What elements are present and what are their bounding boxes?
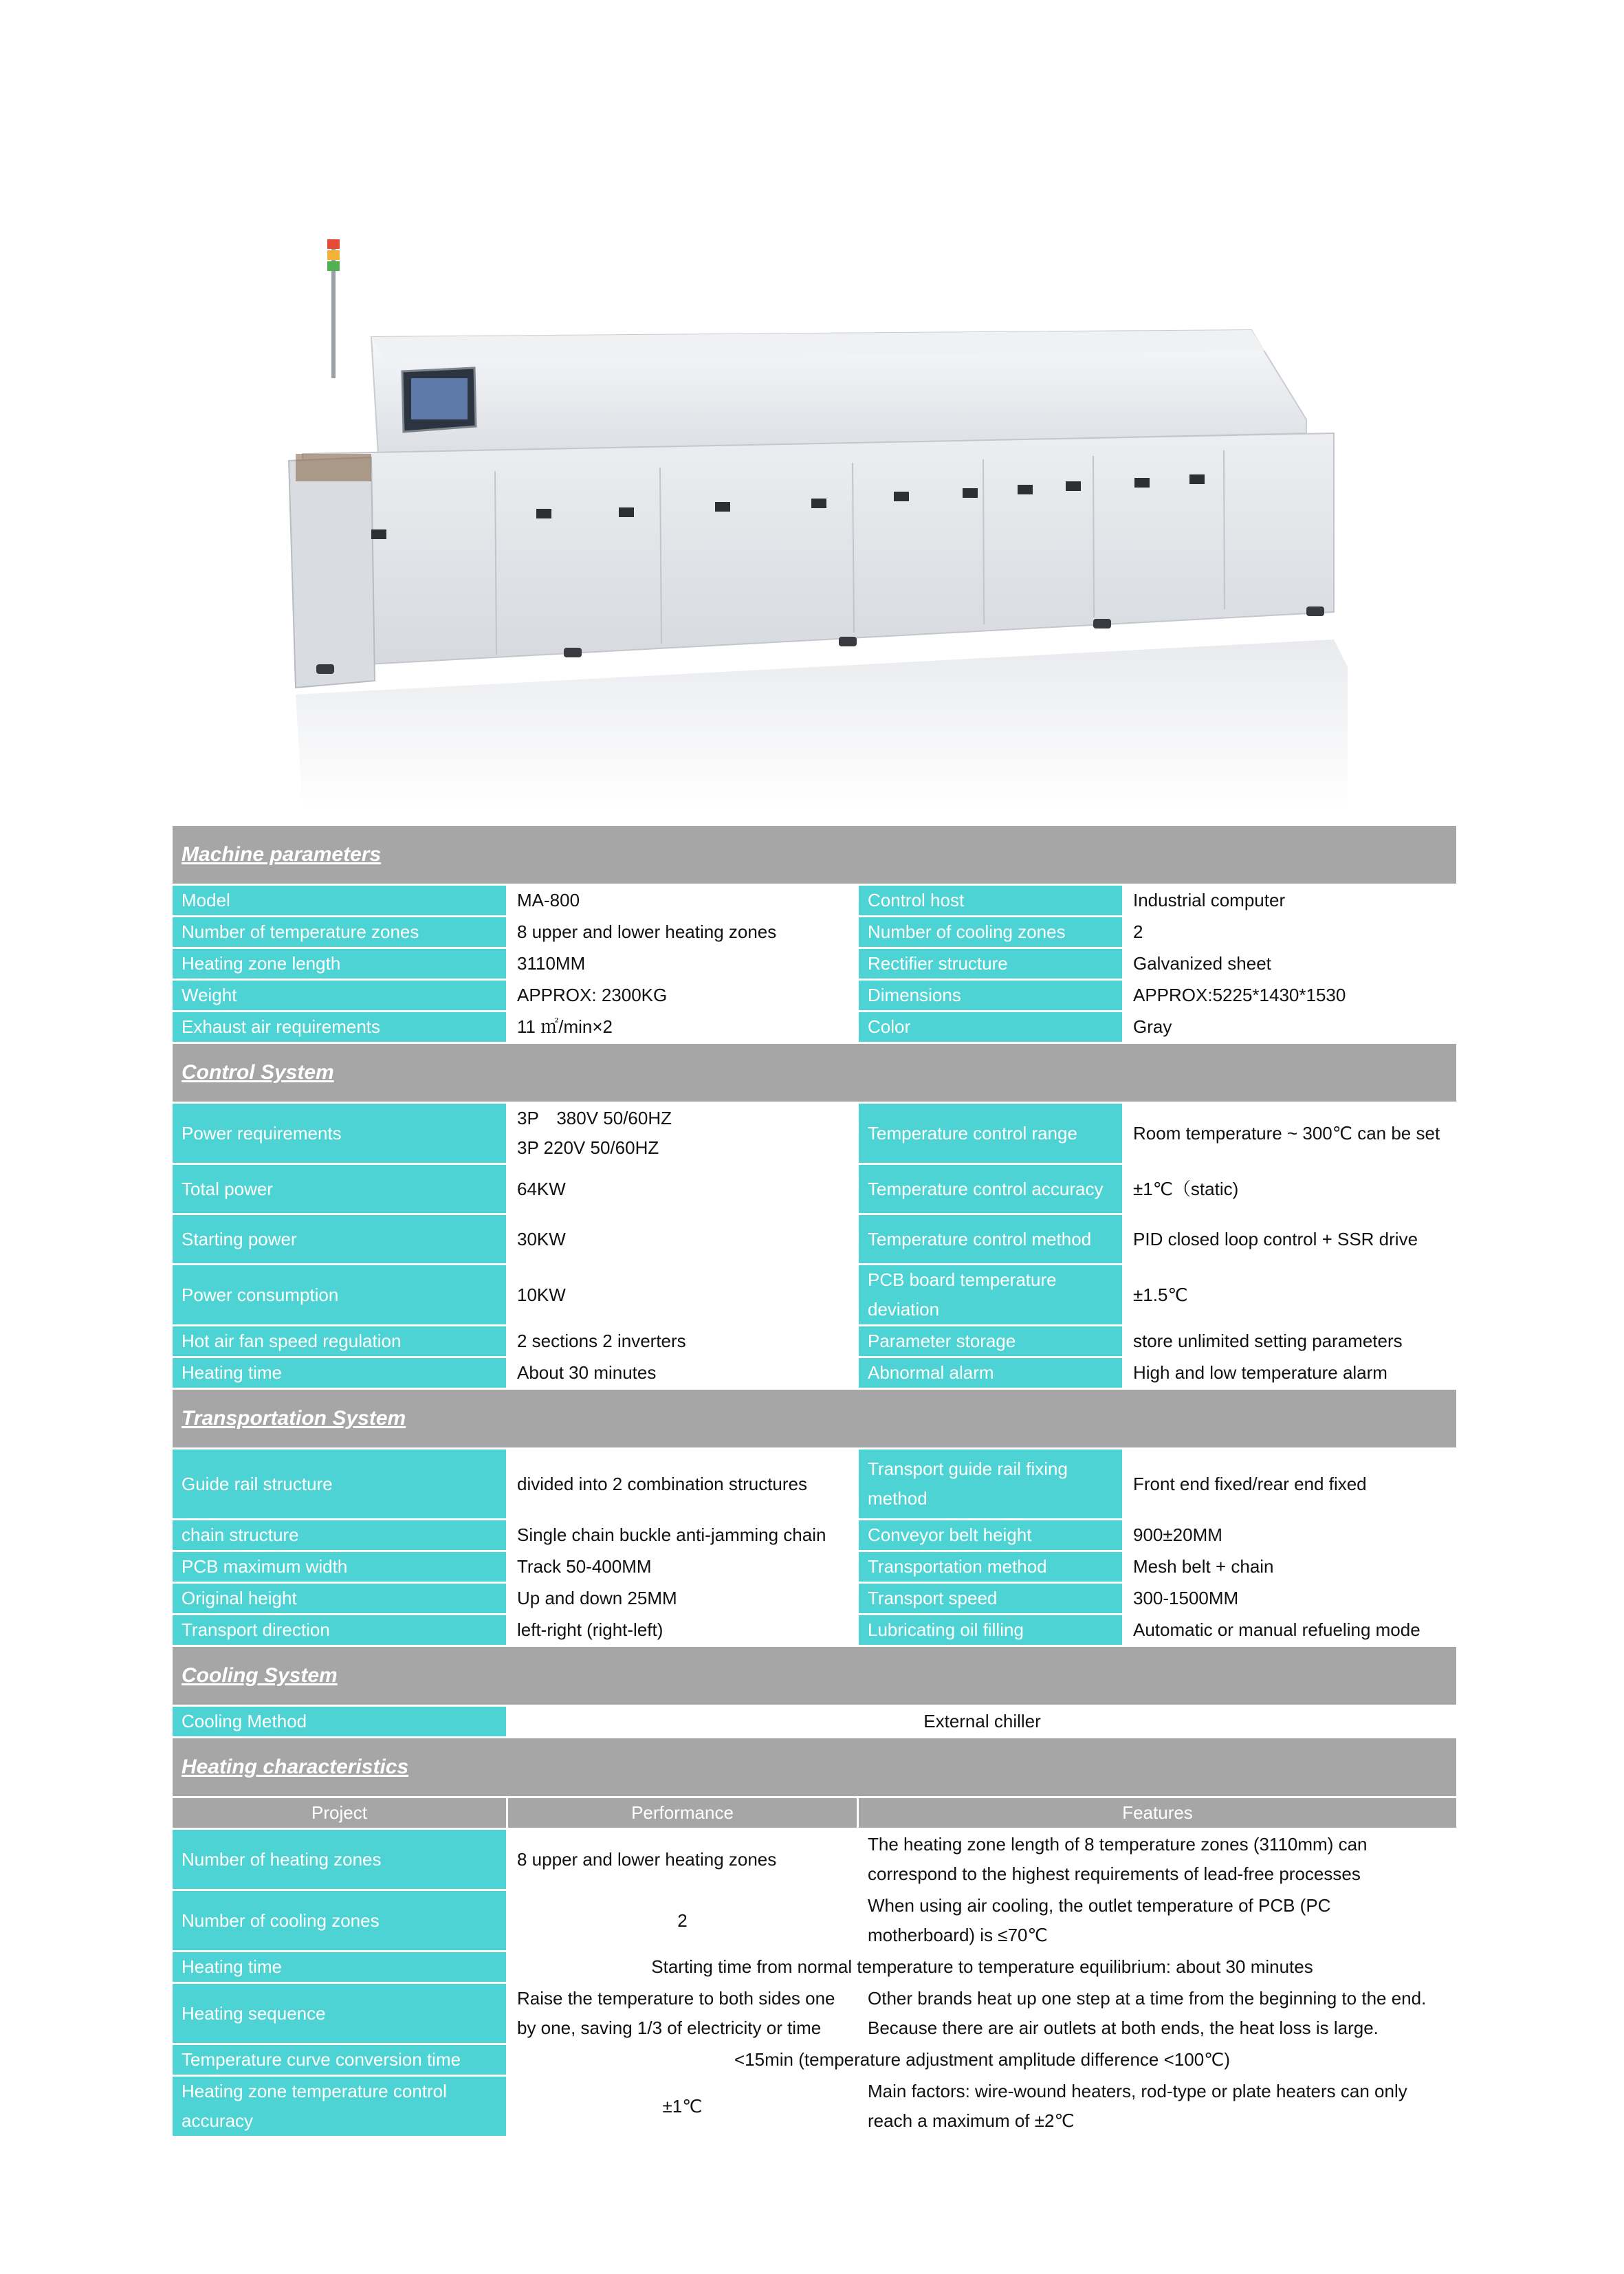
- param-label: [858, 1265, 1123, 1326]
- table-row: [172, 2076, 1458, 2137]
- feature-line: correspond to the highest requirements of lead-free processes: [868, 1863, 1361, 1884]
- param-value: left-right (right-left): [507, 1615, 858, 1646]
- label-line: Transport guide rail fixing: [868, 1458, 1068, 1479]
- param-label: Heating time: [172, 1952, 507, 1983]
- label-line: Heating zone temperature control: [182, 2081, 447, 2101]
- param-value: 3110MM: [507, 948, 858, 980]
- table-row: [172, 917, 1458, 948]
- table-row: [172, 1164, 1458, 1214]
- param-value: ±1℃: [507, 2076, 858, 2137]
- reflow-oven-image: [275, 227, 1403, 811]
- param-value: Up and down 25MM: [507, 1583, 858, 1615]
- param-label: chain structure: [172, 1520, 507, 1551]
- table-row: [172, 1583, 1458, 1615]
- param-value: 10KW: [507, 1265, 858, 1326]
- section-header: [172, 1043, 1458, 1103]
- column-header: Project: [172, 1797, 507, 1829]
- param-label: Exhaust air requirements: [172, 1012, 507, 1043]
- section-title-cooling-system: Cooling System: [182, 1664, 338, 1687]
- value-line: by one, saving 1/3 of electricity or time: [517, 2018, 822, 2038]
- section-title-transportation-system: Transportation System: [182, 1407, 406, 1430]
- param-value: APPROX: 2300KG: [507, 980, 858, 1012]
- param-label: Transport direction: [172, 1615, 507, 1646]
- feature-line: Other brands heat up one step at a time from the beginning to the end.: [868, 1988, 1427, 2009]
- section-title-heating-characteristics: Heating characteristics: [182, 1756, 409, 1778]
- table-row: [172, 1520, 1458, 1551]
- param-label: Control host: [858, 885, 1123, 917]
- param-label: Power consumption: [172, 1265, 507, 1326]
- param-value: ±1℃（static): [1123, 1164, 1458, 1214]
- param-value: [507, 1983, 858, 2044]
- label-line: PCB board temperature: [868, 1269, 1057, 1290]
- feature-line: The heating zone length of 8 temperature zones (3110mm) can: [868, 1834, 1368, 1855]
- table-row: [172, 1890, 1458, 1952]
- label-line: accuracy: [182, 2110, 254, 2131]
- column-header: Performance: [507, 1797, 858, 1829]
- param-label: Number of heating zones: [172, 1829, 507, 1890]
- param-label: Dimensions: [858, 980, 1123, 1012]
- feature-line: Main factors: wire-wound heaters, rod-type or plate heaters can only: [868, 2081, 1407, 2101]
- table-row: [172, 1551, 1458, 1583]
- param-value: 300-1500MM: [1123, 1583, 1458, 1615]
- feature-line: reach a maximum of ±2℃: [868, 2110, 1075, 2131]
- param-label: Number of temperature zones: [172, 917, 507, 948]
- param-value: Industrial computer: [1123, 885, 1458, 917]
- param-label: Conveyor belt height: [858, 1520, 1123, 1551]
- table-row: [172, 1103, 1458, 1164]
- section-header: [172, 1389, 1458, 1449]
- param-label: Weight: [172, 980, 507, 1012]
- param-label: Transport speed: [858, 1583, 1123, 1615]
- param-value: External chiller: [507, 1706, 1458, 1738]
- param-value: Gray: [1123, 1012, 1458, 1043]
- feature-line: When using air cooling, the outlet temperature of PCB (PC: [868, 1895, 1331, 1916]
- param-feature: [858, 1890, 1458, 1952]
- param-value: Mesh belt + chain: [1123, 1551, 1458, 1583]
- param-value: Room temperature ~ 300℃ can be set: [1123, 1103, 1458, 1164]
- param-label: Model: [172, 885, 507, 917]
- value-line: Raise the temperature to both sides one: [517, 1988, 835, 2009]
- value-line: 3P 220V 50/60HZ: [517, 1137, 659, 1158]
- param-value: 8 upper and lower heating zones: [507, 917, 858, 948]
- table-row: [172, 948, 1458, 980]
- table-row: [172, 1357, 1458, 1389]
- param-label: Temperature control method: [858, 1214, 1123, 1265]
- param-label: Guide rail structure: [172, 1449, 507, 1520]
- param-value: High and low temperature alarm: [1123, 1357, 1458, 1389]
- param-value: 2 sections 2 inverters: [507, 1326, 858, 1357]
- section-header: [172, 825, 1458, 885]
- table-row: [172, 1983, 1458, 2044]
- param-value: 900±20MM: [1123, 1520, 1458, 1551]
- param-value: 2: [507, 1890, 858, 1952]
- param-value: 8 upper and lower heating zones: [507, 1829, 858, 1890]
- param-label: Temperature curve conversion time: [172, 2044, 507, 2076]
- param-value: 30KW: [507, 1214, 858, 1265]
- param-value: divided into 2 combination structures: [507, 1449, 858, 1520]
- section-title-machine-parameters: Machine parameters: [182, 843, 382, 866]
- param-value: 2: [1123, 917, 1458, 948]
- param-value: Galvanized sheet: [1123, 948, 1458, 980]
- param-value: Starting time from normal temperature to temperature equilibrium: about 30 minutes: [507, 1952, 1458, 1983]
- feature-line: Because there are air outlets at both ends, the heat loss is large.: [868, 2018, 1379, 2038]
- param-feature: [858, 2076, 1458, 2137]
- param-label: [172, 2076, 507, 2137]
- param-label: Heating zone length: [172, 948, 507, 980]
- table-row: [172, 1214, 1458, 1265]
- param-label: [858, 1449, 1123, 1520]
- table-row: [172, 885, 1458, 917]
- table-row: [172, 1449, 1458, 1520]
- table-row: [172, 1829, 1458, 1890]
- section-header: [172, 1738, 1458, 1797]
- param-label: Power requirements: [172, 1103, 507, 1164]
- param-value: Track 50-400MM: [507, 1551, 858, 1583]
- label-line: deviation: [868, 1299, 940, 1320]
- param-value: Front end fixed/rear end fixed: [1123, 1449, 1458, 1520]
- param-value: [507, 1103, 858, 1164]
- param-label: Number of cooling zones: [858, 917, 1123, 948]
- param-label: Cooling Method: [172, 1706, 507, 1738]
- section-header: [172, 1646, 1458, 1706]
- param-feature: [858, 1983, 1458, 2044]
- table-row: [172, 1952, 1458, 1983]
- param-label: Heating time: [172, 1357, 507, 1389]
- param-label: Starting power: [172, 1214, 507, 1265]
- table-row: [172, 1326, 1458, 1357]
- column-header-row: [172, 1797, 1458, 1829]
- param-value: APPROX:5225*1430*1530: [1123, 980, 1458, 1012]
- param-value: Automatic or manual refueling mode: [1123, 1615, 1458, 1646]
- feature-line: motherboard) is ≤70℃: [868, 1925, 1048, 1945]
- param-label: Heating sequence: [172, 1983, 507, 2044]
- param-label: Number of cooling zones: [172, 1890, 507, 1952]
- param-label: Rectifier structure: [858, 948, 1123, 980]
- param-label: Transportation method: [858, 1551, 1123, 1583]
- param-value: MA-800: [507, 885, 858, 917]
- param-feature: [858, 1829, 1458, 1890]
- param-value: store unlimited setting parameters: [1123, 1326, 1458, 1357]
- param-label: PCB maximum width: [172, 1551, 507, 1583]
- param-label: Hot air fan speed regulation: [172, 1326, 507, 1357]
- param-label: Temperature control range: [858, 1103, 1123, 1164]
- param-value: PID closed loop control + SSR drive: [1123, 1214, 1458, 1265]
- column-header: Features: [858, 1797, 1458, 1829]
- param-label: Original height: [172, 1583, 507, 1615]
- param-value: About 30 minutes: [507, 1357, 858, 1389]
- table-row: [172, 2044, 1458, 2076]
- table-row: [172, 1706, 1458, 1738]
- section-title-control-system: Control System: [182, 1061, 334, 1084]
- param-value: 11 ㎡/min×2: [507, 1012, 858, 1043]
- label-line: method: [868, 1488, 928, 1509]
- param-value: Single chain buckle anti-jamming chain: [507, 1520, 858, 1551]
- table-row: [172, 980, 1458, 1012]
- param-label: Temperature control accuracy: [858, 1164, 1123, 1214]
- value-line: 3P 380V 50/60HZ: [517, 1108, 672, 1128]
- spec-table: [171, 824, 1458, 2138]
- param-value: ±1.5℃: [1123, 1265, 1458, 1326]
- param-label: Lubricating oil filling: [858, 1615, 1123, 1646]
- param-label: Total power: [172, 1164, 507, 1214]
- table-row: [172, 1012, 1458, 1043]
- param-label: Parameter storage: [858, 1326, 1123, 1357]
- param-value: <15min (temperature adjustment amplitude difference <100℃): [507, 2044, 1458, 2076]
- param-label: Abnormal alarm: [858, 1357, 1123, 1389]
- table-row: [172, 1615, 1458, 1646]
- param-value: 64KW: [507, 1164, 858, 1214]
- param-label: Color: [858, 1012, 1123, 1043]
- table-row: [172, 1265, 1458, 1326]
